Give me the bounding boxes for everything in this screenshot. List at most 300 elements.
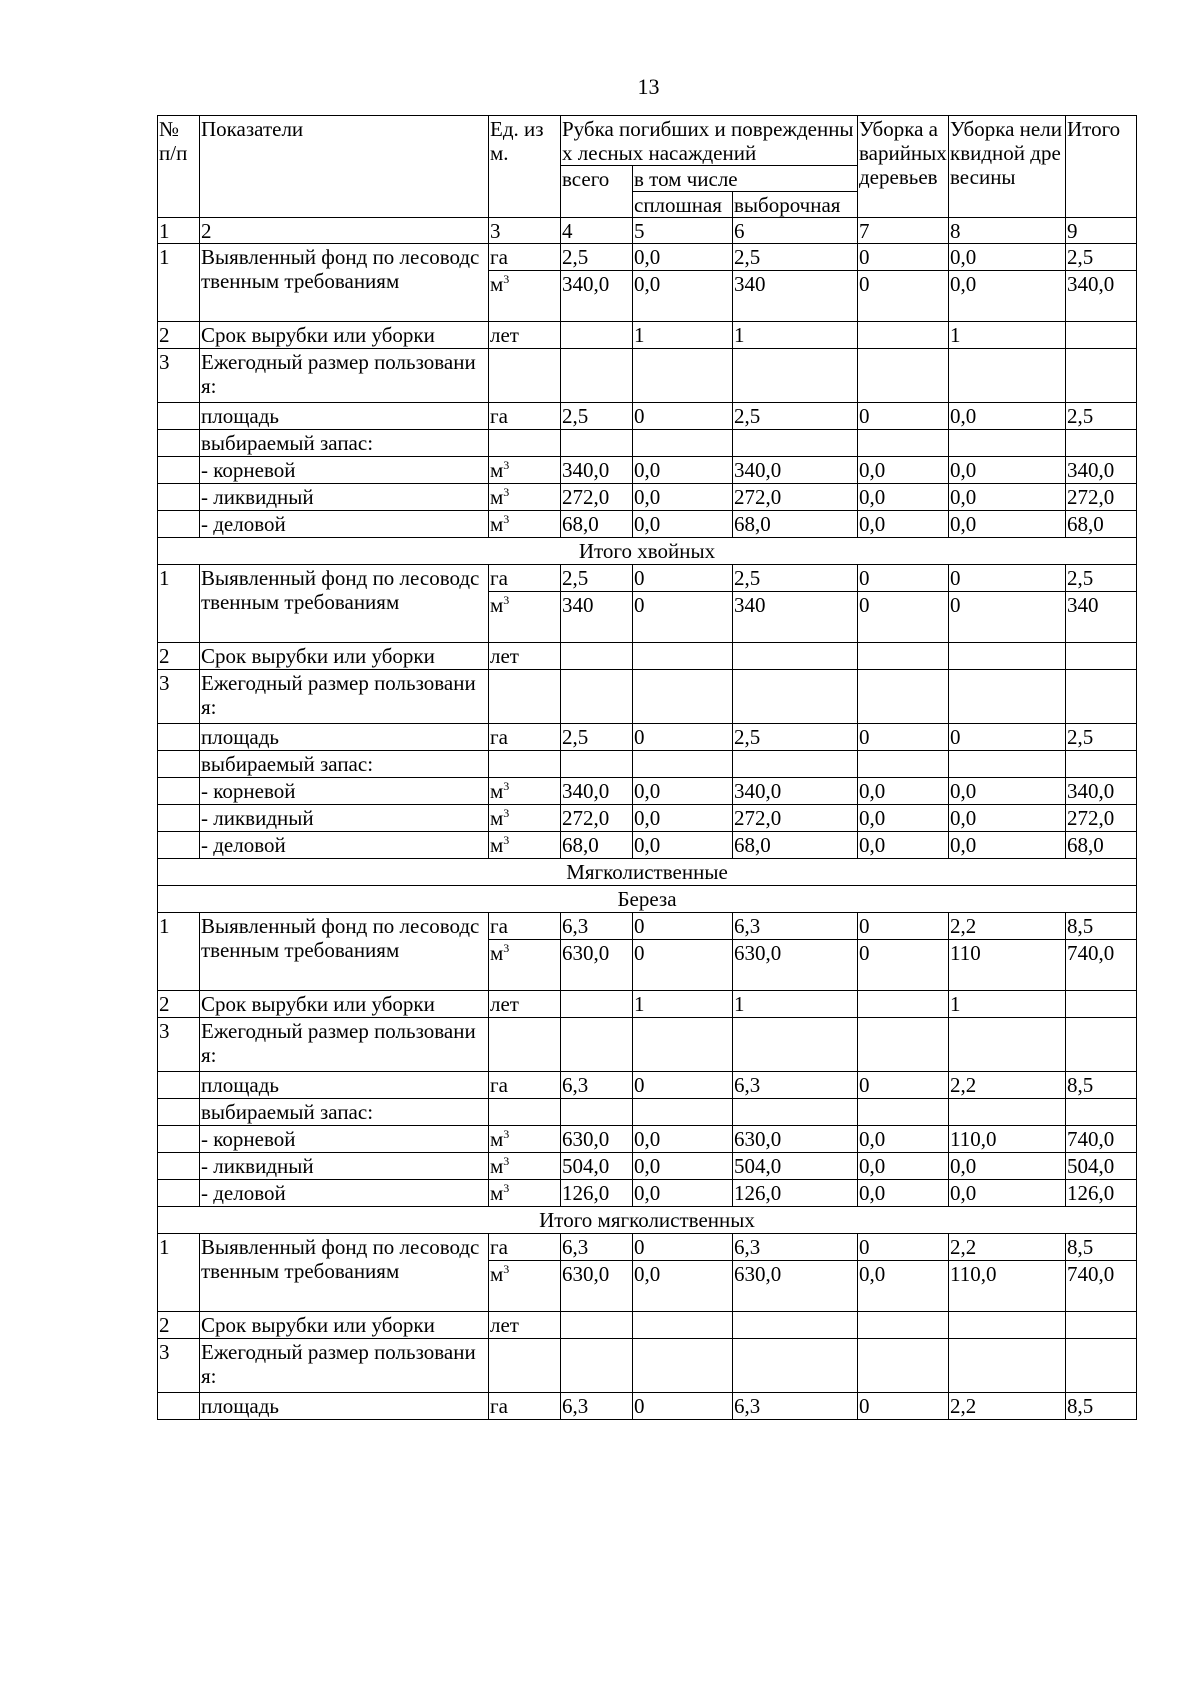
empty-cell <box>561 670 633 724</box>
empty-cell <box>158 1393 200 1420</box>
col-number: 7 <box>858 218 949 244</box>
unit-cell: га <box>489 403 561 430</box>
value-cell: 272,0 <box>733 805 858 832</box>
unit-cell <box>489 805 561 832</box>
row-number: 3 <box>158 670 200 724</box>
value-cell: 340,0 <box>1066 778 1137 805</box>
header-selective: выборочная <box>733 192 858 218</box>
value-cell: 0,0 <box>858 1126 949 1153</box>
value-cell <box>858 991 949 1018</box>
value-cell: 0 <box>949 565 1066 592</box>
unit-cell: га <box>489 913 561 940</box>
value-cell: 68,0 <box>733 832 858 859</box>
business-row <box>158 1180 1137 1207</box>
value-cell: 0,0 <box>949 244 1066 271</box>
unit-superscript: 3 <box>503 833 510 847</box>
empty-cell <box>158 832 200 859</box>
row-number: 2 <box>158 991 200 1018</box>
fund-ha-row <box>158 913 1137 940</box>
empty-cell <box>949 1099 1066 1126</box>
section-subtitle-row <box>158 886 1137 913</box>
empty-cell <box>158 1072 200 1099</box>
section-title-row <box>158 1207 1137 1234</box>
value-cell: 0,0 <box>949 1153 1066 1180</box>
value-cell: 630,0 <box>733 1261 858 1312</box>
section-title-row <box>158 859 1137 886</box>
empty-cell <box>1066 1018 1137 1072</box>
unit-superscript: 3 <box>503 941 510 955</box>
value-cell <box>561 991 633 1018</box>
value-cell: 2,5 <box>733 724 858 751</box>
unit-superscript: 3 <box>503 1127 510 1141</box>
col-number: 3 <box>489 218 561 244</box>
liquid-row <box>158 484 1137 511</box>
value-cell: 2,2 <box>949 1393 1066 1420</box>
empty-cell <box>158 511 200 538</box>
value-cell: 272,0 <box>1066 484 1137 511</box>
value-cell: 0 <box>633 1234 733 1261</box>
value-cell <box>561 322 633 349</box>
row-number: 3 <box>158 1018 200 1072</box>
value-cell: 630,0 <box>733 940 858 991</box>
value-cell: 0 <box>858 913 949 940</box>
value-cell: 0,0 <box>949 271 1066 322</box>
value-cell: 0 <box>949 592 1066 643</box>
value-cell: 630,0 <box>561 940 633 991</box>
unit-cell: га <box>489 565 561 592</box>
empty-cell <box>158 1099 200 1126</box>
value-cell: 2,5 <box>1066 565 1137 592</box>
value-cell: 340 <box>733 271 858 322</box>
unit-superscript: 3 <box>503 779 510 793</box>
stock-row <box>158 430 1137 457</box>
empty-cell <box>858 1099 949 1126</box>
unit-m: м <box>490 1262 504 1286</box>
annual-label: Ежегодный размер пользования: <box>200 1018 489 1072</box>
value-cell: 0 <box>858 1234 949 1261</box>
unit-cell <box>489 940 561 991</box>
value-cell: 0 <box>633 592 733 643</box>
value-cell: 6,3 <box>733 1234 858 1261</box>
empty-cell <box>158 430 200 457</box>
value-cell: 1 <box>633 991 733 1018</box>
col-number: 4 <box>561 218 633 244</box>
header-row-1 <box>158 116 1137 166</box>
value-cell: 2,2 <box>949 1072 1066 1099</box>
unit-superscript: 3 <box>503 806 510 820</box>
value-cell: 2,5 <box>1066 244 1137 271</box>
unit-cell: га <box>489 244 561 271</box>
row-number: 2 <box>158 643 200 670</box>
row-number: 1 <box>158 565 200 643</box>
value-cell: 68,0 <box>561 832 633 859</box>
value-cell: 630,0 <box>733 1126 858 1153</box>
empty-cell <box>158 805 200 832</box>
value-cell: 1 <box>633 322 733 349</box>
value-cell: 0 <box>858 940 949 991</box>
value-cell: 340 <box>561 592 633 643</box>
section-title: Итого хвойных <box>158 538 1137 565</box>
row-number: 1 <box>158 913 200 991</box>
value-cell: 340,0 <box>561 271 633 322</box>
empty-cell <box>158 1126 200 1153</box>
header-felling-group: Рубка погибших и поврежденных лесных насаждений <box>561 116 858 166</box>
header-total-felling: всего <box>561 166 633 218</box>
value-cell: 0,0 <box>949 1180 1066 1207</box>
value-cell: 740,0 <box>1066 1261 1137 1312</box>
row-number: 2 <box>158 322 200 349</box>
value-cell: 0,0 <box>633 1261 733 1312</box>
value-cell <box>949 1312 1066 1339</box>
column-numbers-row <box>158 218 1137 244</box>
unit-m: м <box>490 272 504 296</box>
unit-m: м <box>490 779 504 803</box>
value-cell: 0,0 <box>949 778 1066 805</box>
page-number: 13 <box>637 74 660 99</box>
section-title: Итого мягколиственных <box>158 1207 1137 1234</box>
value-cell <box>858 643 949 670</box>
business-label: - деловой <box>200 832 489 859</box>
unit-superscript: 3 <box>503 593 510 607</box>
value-cell: 6,3 <box>561 913 633 940</box>
header-indicators: Показатели <box>200 116 489 218</box>
empty-cell <box>633 751 733 778</box>
value-cell <box>1066 991 1137 1018</box>
root-row <box>158 778 1137 805</box>
unit-superscript: 3 <box>503 272 510 286</box>
value-cell: 504,0 <box>561 1153 633 1180</box>
unit-superscript: 3 <box>503 512 510 526</box>
empty-cell <box>158 457 200 484</box>
value-cell: 68,0 <box>561 511 633 538</box>
empty-cell <box>733 349 858 403</box>
empty-cell <box>158 724 200 751</box>
value-cell <box>858 322 949 349</box>
value-cell: 0 <box>858 565 949 592</box>
root-label: - корневой <box>200 457 489 484</box>
root-label: - корневой <box>200 1126 489 1153</box>
value-cell: 740,0 <box>1066 1126 1137 1153</box>
annual-label: Ежегодный размер пользования: <box>200 1339 489 1393</box>
header-illiquid: Уборка неликвидной древесины <box>949 116 1066 218</box>
value-cell: 2,5 <box>1066 403 1137 430</box>
empty-cell <box>733 751 858 778</box>
empty-cell <box>489 1018 561 1072</box>
unit-cell <box>489 778 561 805</box>
value-cell: 340,0 <box>1066 457 1137 484</box>
value-cell: 0,0 <box>858 1261 949 1312</box>
value-cell: 0,0 <box>858 457 949 484</box>
value-cell: 1 <box>733 991 858 1018</box>
empty-cell <box>633 1339 733 1393</box>
value-cell: 0 <box>633 403 733 430</box>
value-cell: 0,0 <box>633 805 733 832</box>
term-row <box>158 643 1137 670</box>
value-cell: 2,5 <box>1066 724 1137 751</box>
empty-cell <box>733 430 858 457</box>
unit-superscript: 3 <box>503 1181 510 1195</box>
value-cell: 0,0 <box>949 511 1066 538</box>
value-cell: 1 <box>949 322 1066 349</box>
section-title: Мягколиственные <box>158 859 1137 886</box>
term-label: Срок вырубки или уборки <box>200 322 489 349</box>
value-cell <box>733 643 858 670</box>
value-cell: 0,0 <box>858 805 949 832</box>
value-cell: 126,0 <box>1066 1180 1137 1207</box>
liquid-row <box>158 1153 1137 1180</box>
fund-ha-row <box>158 565 1137 592</box>
unit-superscript: 3 <box>503 485 510 499</box>
empty-cell <box>561 1339 633 1393</box>
empty-cell <box>1066 1339 1137 1393</box>
value-cell: 340,0 <box>733 778 858 805</box>
value-cell: 0,0 <box>949 403 1066 430</box>
value-cell: 0,0 <box>633 484 733 511</box>
empty-cell <box>158 1153 200 1180</box>
value-cell: 2,5 <box>561 403 633 430</box>
empty-cell <box>949 751 1066 778</box>
value-cell <box>561 643 633 670</box>
stock-row <box>158 751 1137 778</box>
value-cell: 2,2 <box>949 913 1066 940</box>
value-cell: 2,5 <box>561 724 633 751</box>
value-cell: 110,0 <box>949 1261 1066 1312</box>
business-label: - деловой <box>200 511 489 538</box>
stock-row <box>158 1099 1137 1126</box>
empty-cell <box>561 349 633 403</box>
value-cell: 2,5 <box>733 565 858 592</box>
value-cell: 340 <box>733 592 858 643</box>
value-cell: 0 <box>858 244 949 271</box>
area-label: площадь <box>200 724 489 751</box>
value-cell: 340,0 <box>561 778 633 805</box>
row-number: 2 <box>158 1312 200 1339</box>
unit-m: м <box>490 1154 504 1178</box>
col-number: 8 <box>949 218 1066 244</box>
empty-cell <box>158 403 200 430</box>
value-cell: 1 <box>733 322 858 349</box>
col-number: 1 <box>158 218 200 244</box>
annual-row <box>158 349 1137 403</box>
value-cell: 0,0 <box>633 1153 733 1180</box>
value-cell: 340 <box>1066 592 1137 643</box>
value-cell: 0 <box>633 1393 733 1420</box>
value-cell: 68,0 <box>1066 511 1137 538</box>
value-cell <box>1066 643 1137 670</box>
unit-superscript: 3 <box>503 1262 510 1276</box>
row-number: 3 <box>158 1339 200 1393</box>
empty-cell <box>158 751 200 778</box>
header-incl: в том числе <box>633 166 858 192</box>
annual-label: Ежегодный размер пользования: <box>200 349 489 403</box>
root-label: - корневой <box>200 778 489 805</box>
value-cell: 110 <box>949 940 1066 991</box>
value-cell: 0,0 <box>633 1180 733 1207</box>
value-cell: 0,0 <box>949 805 1066 832</box>
col-number: 6 <box>733 218 858 244</box>
fund-ha-row <box>158 1234 1137 1261</box>
business-label: - деловой <box>200 1180 489 1207</box>
unit-m: м <box>490 1127 504 1151</box>
value-cell: 0 <box>858 724 949 751</box>
liquid-label: - ликвидный <box>200 484 489 511</box>
unit-cell <box>489 592 561 643</box>
value-cell: 272,0 <box>561 805 633 832</box>
value-cell: 0,0 <box>858 484 949 511</box>
term-row <box>158 991 1137 1018</box>
value-cell: 2,2 <box>949 1234 1066 1261</box>
fund-label: Выявленный фонд по лесоводственным требованиям <box>200 913 489 991</box>
value-cell: 8,5 <box>1066 913 1137 940</box>
value-cell: 6,3 <box>733 1393 858 1420</box>
root-row <box>158 1126 1137 1153</box>
unit-m: м <box>490 1181 504 1205</box>
unit-superscript: 3 <box>503 1154 510 1168</box>
value-cell: 272,0 <box>561 484 633 511</box>
value-cell: 630,0 <box>561 1261 633 1312</box>
empty-cell <box>633 349 733 403</box>
term-row <box>158 1312 1137 1339</box>
value-cell: 0,0 <box>633 511 733 538</box>
empty-cell <box>1066 349 1137 403</box>
value-cell: 0 <box>949 724 1066 751</box>
area-row <box>158 403 1137 430</box>
value-cell: 0 <box>633 724 733 751</box>
area-label: площадь <box>200 403 489 430</box>
value-cell: 740,0 <box>1066 940 1137 991</box>
liquid-label: - ликвидный <box>200 805 489 832</box>
empty-cell <box>633 670 733 724</box>
empty-cell <box>733 1099 858 1126</box>
value-cell: 504,0 <box>1066 1153 1137 1180</box>
value-cell: 8,5 <box>1066 1234 1137 1261</box>
empty-cell <box>489 751 561 778</box>
empty-cell <box>489 430 561 457</box>
header-total: Итого <box>1066 116 1137 218</box>
empty-cell <box>858 751 949 778</box>
term-label: Срок вырубки или уборки <box>200 991 489 1018</box>
value-cell: 6,3 <box>733 913 858 940</box>
empty-cell <box>633 1018 733 1072</box>
empty-cell <box>949 1018 1066 1072</box>
empty-cell <box>733 1339 858 1393</box>
empty-cell <box>858 349 949 403</box>
stock-label: выбираемый запас: <box>200 1099 489 1126</box>
unit-cell <box>489 484 561 511</box>
value-cell: 68,0 <box>733 511 858 538</box>
area-label: площадь <box>200 1072 489 1099</box>
value-cell <box>949 643 1066 670</box>
value-cell: 0,0 <box>949 832 1066 859</box>
empty-cell <box>1066 670 1137 724</box>
value-cell: 272,0 <box>733 484 858 511</box>
header-emergency: Уборка аварийных деревьев <box>858 116 949 218</box>
unit-m: м <box>490 941 504 965</box>
value-cell: 0 <box>858 271 949 322</box>
empty-cell <box>633 1099 733 1126</box>
value-cell <box>561 1312 633 1339</box>
col-number: 9 <box>1066 218 1137 244</box>
empty-cell <box>489 349 561 403</box>
value-cell: 630,0 <box>561 1126 633 1153</box>
empty-cell <box>489 670 561 724</box>
unit-cell: га <box>489 1234 561 1261</box>
empty-cell <box>858 1339 949 1393</box>
unit-cell: лет <box>489 643 561 670</box>
unit-cell <box>489 1261 561 1312</box>
stock-label: выбираемый запас: <box>200 430 489 457</box>
empty-cell <box>561 1018 633 1072</box>
header-clear: сплошная <box>633 192 733 218</box>
header-unit: Ед. изм. <box>489 116 561 218</box>
value-cell: 0,0 <box>633 271 733 322</box>
empty-cell <box>158 484 200 511</box>
unit-cell: га <box>489 1072 561 1099</box>
stock-label: выбираемый запас: <box>200 751 489 778</box>
unit-cell <box>489 511 561 538</box>
value-cell: 0 <box>858 403 949 430</box>
empty-cell <box>949 670 1066 724</box>
unit-superscript: 3 <box>503 458 510 472</box>
empty-cell <box>949 430 1066 457</box>
value-cell: 0 <box>858 592 949 643</box>
value-cell: 2,5 <box>733 244 858 271</box>
value-cell <box>1066 322 1137 349</box>
empty-cell <box>633 430 733 457</box>
value-cell: 126,0 <box>733 1180 858 1207</box>
col-number: 2 <box>200 218 489 244</box>
unit-m: м <box>490 458 504 482</box>
empty-cell <box>158 778 200 805</box>
empty-cell <box>858 1018 949 1072</box>
value-cell: 0 <box>858 1393 949 1420</box>
unit-cell <box>489 457 561 484</box>
empty-cell <box>733 1018 858 1072</box>
unit-cell <box>489 271 561 322</box>
area-row <box>158 1393 1137 1420</box>
col-number: 5 <box>633 218 733 244</box>
liquid-row <box>158 805 1137 832</box>
value-cell: 0,0 <box>633 244 733 271</box>
unit-cell <box>489 1180 561 1207</box>
term-label: Срок вырубки или уборки <box>200 1312 489 1339</box>
value-cell: 110,0 <box>949 1126 1066 1153</box>
annual-row <box>158 1018 1137 1072</box>
value-cell: 0,0 <box>633 457 733 484</box>
value-cell: 0 <box>633 565 733 592</box>
value-cell: 0,0 <box>633 832 733 859</box>
value-cell: 504,0 <box>733 1153 858 1180</box>
value-cell: 2,5 <box>561 565 633 592</box>
value-cell: 1 <box>949 991 1066 1018</box>
business-row <box>158 511 1137 538</box>
value-cell: 6,3 <box>733 1072 858 1099</box>
unit-cell <box>489 1126 561 1153</box>
empty-cell <box>489 1339 561 1393</box>
term-label: Срок вырубки или уборки <box>200 643 489 670</box>
empty-cell <box>561 430 633 457</box>
value-cell: 0,0 <box>949 457 1066 484</box>
unit-m: м <box>490 833 504 857</box>
row-number: 1 <box>158 244 200 322</box>
unit-cell: лет <box>489 1312 561 1339</box>
table-body <box>158 116 1137 1420</box>
annual-label: Ежегодный размер пользования: <box>200 670 489 724</box>
empty-cell <box>858 430 949 457</box>
value-cell: 0 <box>633 1072 733 1099</box>
fund-label: Выявленный фонд по лесоводственным требованиям <box>200 565 489 643</box>
value-cell: 2,5 <box>733 403 858 430</box>
